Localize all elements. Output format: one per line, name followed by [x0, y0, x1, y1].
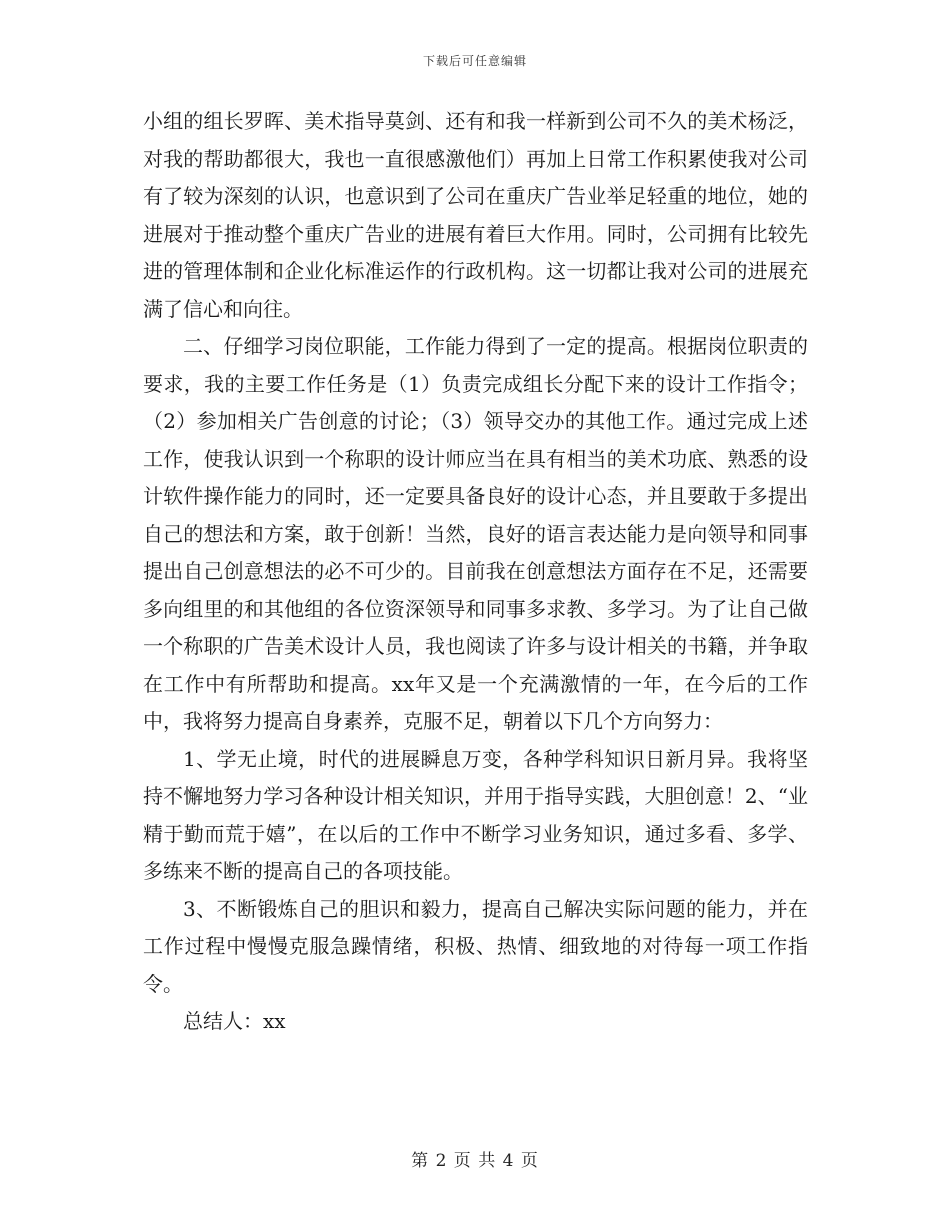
signature-line: 总结人：xx — [183, 1009, 286, 1033]
page-header: 下载后可任意编辑 — [422, 54, 527, 68]
paragraph-continued: 小组的组长罗晖、美术指导莫剑、还有和我一样新到公司不久的美术杨泛，对我的帮助都很大，我也一直很感激他们）再加上日常工作积累使我对公司有了较为深刻的认识，也意识到了公司在重庆广告业举足轻重的地位，她的进展对于推动整个重庆广告业的进展有着巨大作用。同时，公司拥有比较先进的管理体制和企业化标准运作的行政机构。这一切都让我对公司的进展充满了信心和向往。 — [143, 109, 808, 321]
paragraph-section-two: 二、仔细学习岗位职能，工作能力得到了一定的提高。根据岗位职责的要求，我的主要工作任务是（1）负责完成组长分配下来的设计工作指令；（2）参加相关广告创意的讨论；（3）领导交办的其他工作。通过完成上述工作，使我认识到一个称职的设计师应当在具有相当的美术功底、熟悉的设计软件操作能力的同时，还一定要具备良好的设计心态，并且要敢于多提出自己的想法和方案，敢于创新！当然，良好的语言表达能力是向领导和同事提出自己创意想法的必不可少的。目前我在创意想法方面存在不足，还需要多向组里的和其他组的各位资深领导和同事多求教、多学习。为了让自己做一个称职的广告美术设计人员，我也阅读了许多与设计相关的书籍，并争取在工作中有所帮助和提高。xx年又是一个充满激情的一年，在今后的工作中，我将努力提高自身素养，克服不足，朝着以下几个方向努力： — [143, 334, 808, 733]
paragraph-point-three: 3、不断锻炼自己的胆识和毅力，提高自己解决实际问题的能力，并在工作过程中慢慢克服急躁情绪，积极、热情、细致地的对待每一项工作指令。 — [143, 896, 808, 996]
page-number-footer: 第 2 页 共 4 页 — [411, 1151, 539, 1171]
document-body — [143, 103, 808, 1041]
paragraph-point-one-two: 1、学无止境，时代的进展瞬息万变，各种学科知识日新月异。我将坚持不懈地努力学习各种设计相关知识，并用于指导实践，大胆创意！2、“业精于勤而荒于嬉”，在以后的工作中不断学习业务知识，通过多看、多学、多练来不断的提高自己的各项技能。 — [143, 746, 808, 883]
